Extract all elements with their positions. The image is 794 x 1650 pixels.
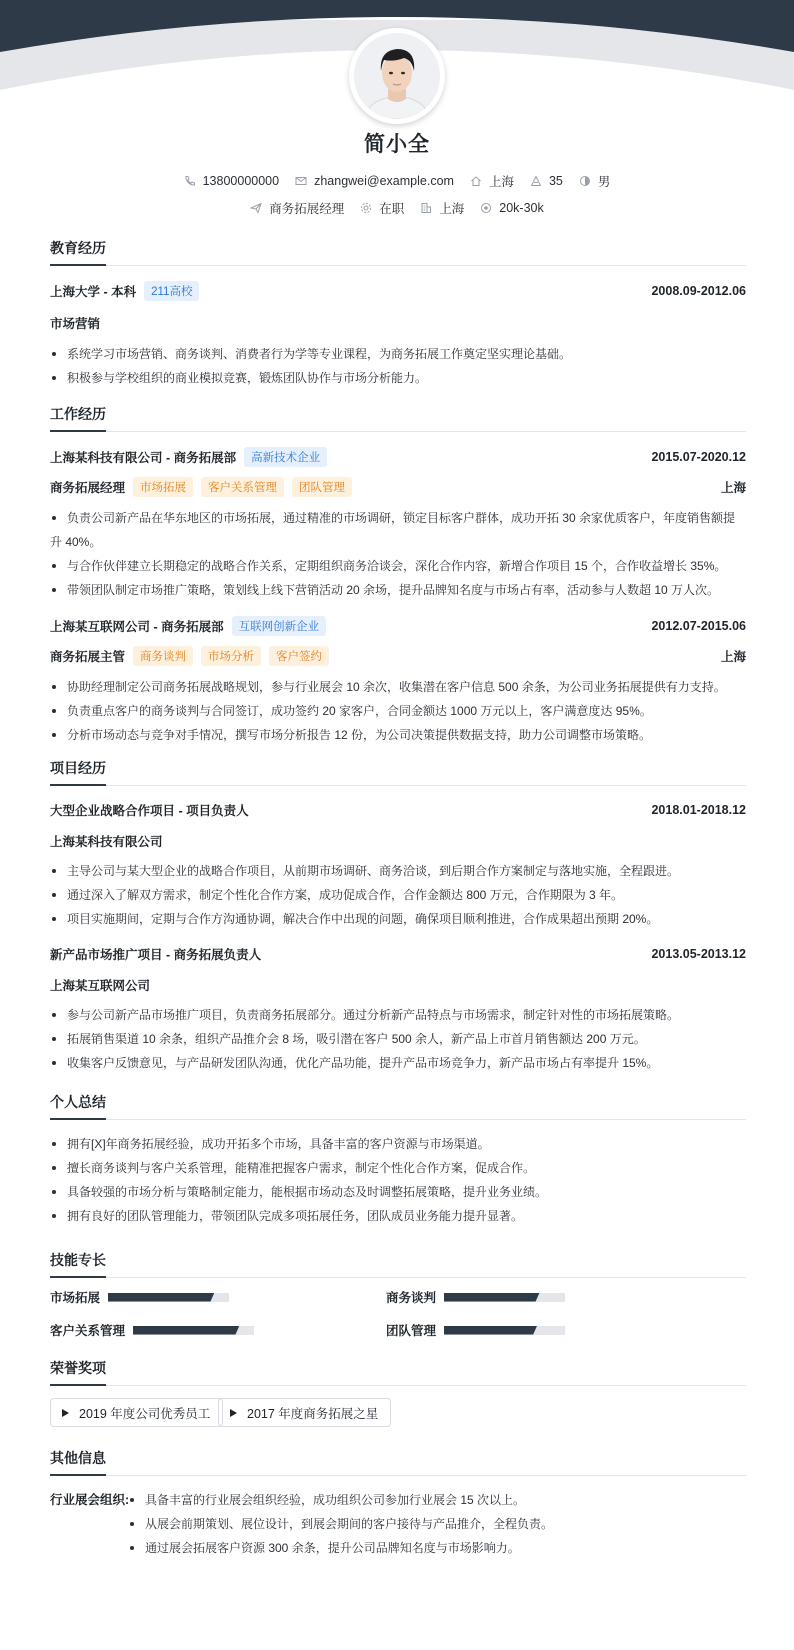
school-name: 上海大学 - 本科	[50, 285, 137, 299]
section-title: 技能专长	[50, 1250, 746, 1278]
skill-tag: 商务谈判	[133, 646, 193, 666]
other-label: 行业展会组织:	[50, 1493, 130, 1507]
major-row	[50, 314, 746, 332]
email-text: zhangwei@example.com	[314, 174, 454, 188]
project-date: 2018.01-2018.12	[651, 803, 746, 817]
skill-tag: 客户签约	[269, 646, 329, 666]
home-icon	[470, 175, 482, 187]
avatar-photo	[354, 33, 440, 119]
work-city-text: 上海	[439, 202, 465, 216]
list-item: 分析市场动态与竞争对手情况，撰写市场分析报告 12 份，为公司决策提供数据支持，助力公司调整市场策略。	[50, 723, 746, 747]
skill-tag: 市场分析	[201, 646, 261, 666]
skill-bar	[444, 1293, 565, 1302]
project-company-row	[50, 976, 746, 994]
other-bullets	[128, 1488, 553, 1560]
projects-section	[50, 758, 746, 1075]
skill-name: 市场拓展	[50, 1291, 101, 1305]
project-bullets	[50, 1003, 746, 1075]
skill-bar	[444, 1326, 565, 1335]
project-company-row	[50, 832, 746, 850]
section-title: 其他信息	[50, 1448, 746, 1476]
other-row	[50, 1488, 746, 1560]
company-tag: 高新技术企业	[244, 447, 327, 467]
avatar	[349, 28, 445, 124]
work-section	[50, 404, 746, 747]
list-item: 通过深入了解双方需求，制定个性化合作方案，成功促成合作，合作金额达 800 万元，合作期限为 3 年。	[50, 883, 746, 907]
education-date: 2008.09-2012.06	[651, 284, 746, 298]
skill-name: 团队管理	[386, 1324, 437, 1338]
building-icon	[420, 202, 432, 214]
work-city-item	[420, 199, 464, 217]
position-item	[250, 199, 344, 217]
phone-icon	[184, 175, 196, 187]
skill-item	[50, 1321, 254, 1339]
list-item: 与合作伙伴建立长期稳定的战略合作关系，定期组织商务洽谈会，深化合作内容，新增合作项目 15 个，合作收益增长 35%。	[50, 554, 746, 578]
honor-item	[218, 1398, 391, 1427]
contact-info-row	[0, 172, 794, 190]
job-bullets	[50, 675, 746, 747]
mail-icon	[295, 175, 307, 187]
age-icon	[530, 175, 542, 187]
skill-bar	[108, 1293, 229, 1302]
skills-section	[50, 1250, 746, 1278]
gender-icon	[579, 175, 591, 187]
summary-section	[50, 1092, 746, 1228]
section-title: 个人总结	[50, 1092, 746, 1120]
company-tag: 互联网创新企业	[232, 616, 327, 636]
company-name: 上海某互联网公司 - 商务拓展部	[50, 620, 224, 634]
project-header-row	[50, 801, 746, 819]
section-title: 教育经历	[50, 238, 746, 266]
job-role: 商务拓展主管	[50, 650, 126, 664]
list-item: 从展会前期策划、展位设计，到展会期间的客户接待与产品推介，全程负责。	[128, 1512, 553, 1536]
list-item: 系统学习市场营销、商务谈判、消费者行为学等专业课程，为商务拓展工作奠定坚实理论基础。	[50, 342, 746, 366]
job-info-row	[0, 199, 794, 217]
skill-tag: 客户关系管理	[201, 477, 284, 497]
list-item: 参与公司新产品市场推广项目，负责商务拓展部分。通过分析新产品特点与市场需求，制定针对性的市场拓展策略。	[50, 1003, 746, 1027]
list-item: 项目实施期间，定期与合作方沟通协调，解决合作中出现的问题，确保项目顺利推进，合作成果超出预期 20%。	[50, 907, 746, 931]
salary-item	[480, 201, 543, 215]
gear-icon	[360, 202, 372, 214]
school-tag: 211高校	[144, 281, 199, 301]
skill-name: 商务谈判	[386, 1291, 437, 1305]
gender-text: 男	[597, 175, 611, 189]
skill-bar-fill	[444, 1293, 540, 1302]
send-icon	[250, 202, 262, 214]
job-location: 上海	[720, 481, 746, 495]
skill-bar-fill	[444, 1326, 537, 1335]
job-role: 商务拓展经理	[50, 481, 126, 495]
list-item: 协助经理制定公司商务拓展战略规划，参与行业展会 10 余次，收集潜在客户信息 500 余条，为公司业务拓展提供有力支持。	[50, 675, 746, 699]
project-date: 2013.05-2013.12	[651, 947, 746, 961]
list-item: 负责公司新产品在华东地区的市场拓展，通过精准的市场调研，锁定目标客户群体，成功开拓 30 余家优质客户，年度销售额提	[50, 506, 746, 530]
job-header-row	[50, 447, 746, 467]
list-item: 带领团队制定市场推广策略，策划线上线下营销活动 20 余场，提升品牌知名度与市场占有率，活动参与人数超 10 万人次。	[50, 578, 746, 602]
project-company: 上海某互联网公司	[50, 979, 151, 993]
major-name: 市场营销	[50, 317, 101, 331]
position-text: 商务拓展经理	[269, 202, 345, 216]
skill-item	[386, 1288, 565, 1306]
gender-item	[579, 172, 611, 190]
status-text: 在职	[379, 202, 405, 216]
phone-text: 13800000000	[202, 174, 280, 188]
list-item: 通过展会拓展客户资源 300 余条，提升公司品牌知名度与市场影响力。	[128, 1536, 553, 1560]
list-item: 积极参与学校组织的商业模拟竞赛，锻炼团队协作与市场分析能力。	[50, 366, 746, 390]
play-icon	[62, 1409, 69, 1417]
list-item: 拥有良好的团队管理能力，带领团队完成多项拓展任务，团队成员业务能力提升显著。	[50, 1204, 746, 1228]
skill-item	[50, 1288, 229, 1306]
summary-bullets	[50, 1132, 746, 1228]
coin-icon	[480, 202, 492, 214]
honor-item	[50, 1398, 223, 1427]
section-title: 荣誉奖项	[50, 1358, 746, 1386]
status-item	[360, 199, 404, 217]
play-icon	[230, 1409, 237, 1417]
project-name: 新产品市场推广项目 - 商务拓展负责人	[50, 948, 262, 962]
job-role-row	[50, 477, 746, 497]
skill-bar-fill	[133, 1326, 239, 1335]
list-item: 收集客户反馈意见，与产品研发团队沟通，优化产品功能，提升产品市场竞争力，新产品市场占有率提升 15%。	[50, 1051, 746, 1075]
city-item	[470, 172, 514, 190]
email-item	[295, 174, 454, 188]
company-name: 上海某科技有限公司 - 商务拓展部	[50, 451, 237, 465]
job-header-row	[50, 616, 746, 636]
list-item: 具备丰富的行业展会组织经验，成功组织公司参加行业展会 15 次以上。	[128, 1488, 553, 1512]
honor-text: 2019 年度公司优秀员工	[79, 1406, 211, 1421]
skill-item	[386, 1321, 565, 1339]
list-item-continuation: 升 40%。	[50, 535, 102, 549]
list-item: 主导公司与某大型企业的战略合作项目，从前期市场调研、商务洽谈，到后期合作方案制定与落地实施，全程跟进。	[50, 859, 746, 883]
education-section	[50, 238, 746, 390]
candidate-name: 简小全	[364, 133, 430, 156]
skill-tag: 市场拓展	[133, 477, 193, 497]
skill-bar	[133, 1326, 254, 1335]
section-title: 项目经历	[50, 758, 746, 786]
list-item: 拓展销售渠道 10 余条，组织产品推介会 8 场，吸引潜在客户 500 余人，新产品上市首月销售额达 200 万元。	[50, 1027, 746, 1051]
list-item: 拥有[X]年商务拓展经验，成功开拓多个市场，具备丰富的客户资源与市场渠道。	[50, 1132, 746, 1156]
education-bullets	[50, 342, 746, 390]
project-bullets	[50, 859, 746, 931]
honors-section	[50, 1358, 746, 1386]
phone-item	[184, 174, 279, 188]
section-title: 工作经历	[50, 404, 746, 432]
age-item	[530, 174, 563, 188]
skill-tag: 团队管理	[292, 477, 352, 497]
job-role-row	[50, 646, 746, 666]
job-date: 2015.07-2020.12	[651, 450, 746, 464]
project-name: 大型企业战略合作项目 - 项目负责人	[50, 804, 249, 818]
other-section	[50, 1448, 746, 1560]
job-location: 上海	[720, 650, 746, 664]
age-text: 35	[548, 174, 563, 188]
honor-text: 2017 年度商务拓展之星	[247, 1406, 379, 1421]
list-item: 擅长商务谈判与客户关系管理，能精准把握客户需求，制定个性化合作方案，促成合作。	[50, 1156, 746, 1180]
skill-bar-fill	[108, 1293, 214, 1302]
project-header-row	[50, 945, 746, 963]
project-company: 上海某科技有限公司	[50, 835, 163, 849]
skill-name: 客户关系管理	[50, 1324, 126, 1338]
city-text: 上海	[488, 175, 514, 189]
list-item: 负责重点客户的商务谈判与合同签订，成功签约 20 家客户，合同金额达 1000 万元以上，客户满意度达 95%。	[50, 699, 746, 723]
education-header-row	[50, 281, 746, 301]
job-date: 2012.07-2015.06	[651, 619, 746, 633]
job-bullets	[50, 506, 746, 602]
salary-text: 20k-30k	[499, 201, 544, 215]
list-item: 具备较强的市场分析与策略制定能力，能根据市场动态及时调整拓展策略，提升业务业绩。	[50, 1180, 746, 1204]
